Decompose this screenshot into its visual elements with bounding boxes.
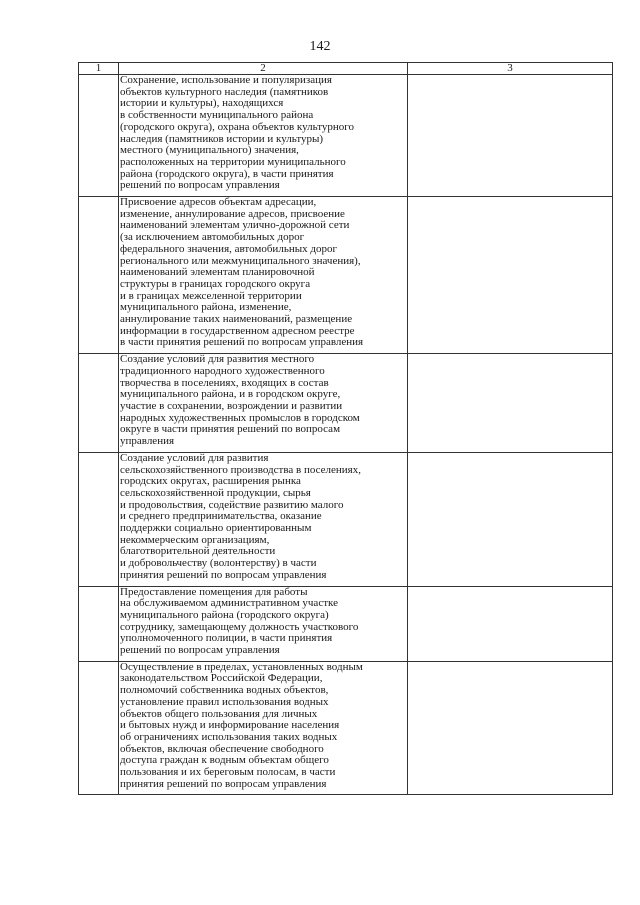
description-line: наименований элементам улично-дорожной сети [120, 219, 350, 232]
description-line: творчества в поселениях, входящих в состав [120, 376, 329, 389]
row-number-cell [79, 661, 119, 795]
description-line: принятия решений по вопросам управления [120, 568, 327, 581]
table-row [79, 354, 613, 453]
column-3-cell [408, 452, 613, 586]
description-line: муниципального района (городского округа) [120, 608, 329, 621]
power-description-cell [119, 661, 408, 795]
description-line: уполномоченного полиции, в части принятия [120, 632, 333, 645]
description-line: Создание условий для развития местного [120, 353, 315, 366]
row-number-cell [79, 452, 119, 586]
description-line: и добровольчеству (волонтерству) в части [120, 557, 317, 570]
description-line: федерального значения, автомобильных дорог [120, 242, 337, 255]
description-line: решений по вопросам управления [120, 644, 280, 657]
table-body [79, 75, 613, 795]
description-line: сотруднику, замещающему должность участкового [120, 620, 359, 633]
power-description-cell [119, 197, 408, 354]
description-line: и в границах межселенной территории [120, 289, 302, 302]
table-row [79, 661, 613, 795]
table-row [79, 586, 613, 661]
power-description-cell [119, 586, 408, 661]
description-line: регионального или межмуниципального значения), [120, 254, 361, 267]
description-line: муниципального района, изменение, [120, 301, 292, 314]
column-3-cell [408, 197, 613, 354]
description-line: округе в части принятия решений по вопросам [120, 423, 341, 436]
column-header-2: 2 [119, 63, 408, 75]
power-description-cell [119, 75, 408, 197]
description-line: Предоставление помещения для работы [120, 585, 308, 598]
table-row [79, 75, 613, 197]
description-line: на обслуживаемом административном участке [120, 597, 338, 610]
description-line: сельскохозяйственного производства в поселениях, [120, 463, 361, 476]
description-line: решений по вопросам управления [120, 179, 280, 192]
page-number: 142 [309, 39, 331, 54]
description-line: народных художественных промыслов в городском [120, 411, 360, 424]
column-3-cell [408, 661, 613, 795]
description-line: объектов культурного наследия (памятников [120, 85, 329, 98]
description-line: объектов общего пользования для личных [120, 707, 318, 720]
description-line: аннулирование таких наименований, размещение [120, 313, 353, 326]
description-line: установление правил использования водных [120, 695, 329, 708]
description-line: Осуществление в пределах, установленных водным [120, 660, 363, 673]
description-line: и бытовых нужд и информирование населения [120, 719, 340, 732]
description-line: доступа граждан к водным объектам общего [120, 754, 329, 767]
description-line: изменение, аннулирование адресов, присвоение [120, 207, 345, 220]
description-line: объектов, включая обеспечение свободного [120, 742, 324, 755]
description-line: законодательством Российской Федерации, [120, 672, 323, 685]
table-row [79, 452, 613, 586]
description-line: полномочий собственника водных объектов, [120, 684, 329, 697]
description-line: в части принятия решений по вопросам управления [120, 336, 364, 349]
column-3-cell [408, 586, 613, 661]
description-line: и среднего предпринимательства, оказание [120, 510, 322, 523]
power-description-cell [119, 354, 408, 453]
row-number-cell [79, 586, 119, 661]
description-line: расположенных на территории муниципального [120, 155, 346, 168]
description-line: традиционного народного художественного [120, 364, 325, 377]
description-line: некоммерческим организациям, [120, 533, 270, 546]
description-line: наименований элементам планировочной [120, 266, 315, 279]
description-line: поддержки социально ориентированным [120, 522, 312, 535]
column-header-3: 3 [408, 63, 613, 75]
description-line: сельскохозяйственной продукции, сырья [120, 486, 311, 499]
description-line: наследия (памятников истории и культуры) [120, 132, 324, 145]
description-line: информации в государственном адресном реестре [120, 324, 355, 337]
description-line: принятия решений по вопросам управления [120, 777, 327, 790]
table-header-row [79, 63, 613, 75]
row-number-cell [79, 75, 119, 197]
description-line: городских округах, расширения рынка [120, 475, 301, 488]
column-3-cell [408, 354, 613, 453]
row-number-cell [79, 354, 119, 453]
column-3-cell [408, 75, 613, 197]
description-line: благотворительной деятельности [120, 545, 276, 558]
description-line: об ограничениях использования таких водных [120, 730, 338, 743]
description-line: и продовольствия, содействие развитию малого [120, 498, 344, 511]
description-line: в собственности муниципального района [120, 109, 314, 122]
table-row [79, 197, 613, 354]
description-line: Создание условий для развития [120, 451, 269, 464]
description-line: управления [120, 435, 175, 448]
description-line: (городского округа), охрана объектов культурного [120, 120, 354, 133]
row-number-cell [79, 197, 119, 354]
description-line: (за исключением автомобильных дорог [120, 231, 305, 244]
description-line: истории и культуры), находящихся [120, 97, 284, 110]
description-line: местного (муниципального) значения, [120, 144, 299, 157]
description-line: структуры в границах городского округа [120, 277, 311, 290]
description-line: муниципального района, и в городском округе, [120, 388, 341, 401]
power-description-cell [119, 452, 408, 586]
description-line: Сохранение, использование и популяризация [120, 74, 332, 86]
powers-table [78, 62, 613, 795]
description-line: участие в сохранении, возрождении и развитии [120, 399, 343, 412]
description-line: Присвоение адресов объектам адресации, [120, 196, 317, 209]
description-line: пользования и их береговым полосам, в части [120, 766, 336, 779]
column-header-1: 1 [79, 63, 119, 75]
description-line: района (городского округа), в части принятия [120, 167, 334, 180]
